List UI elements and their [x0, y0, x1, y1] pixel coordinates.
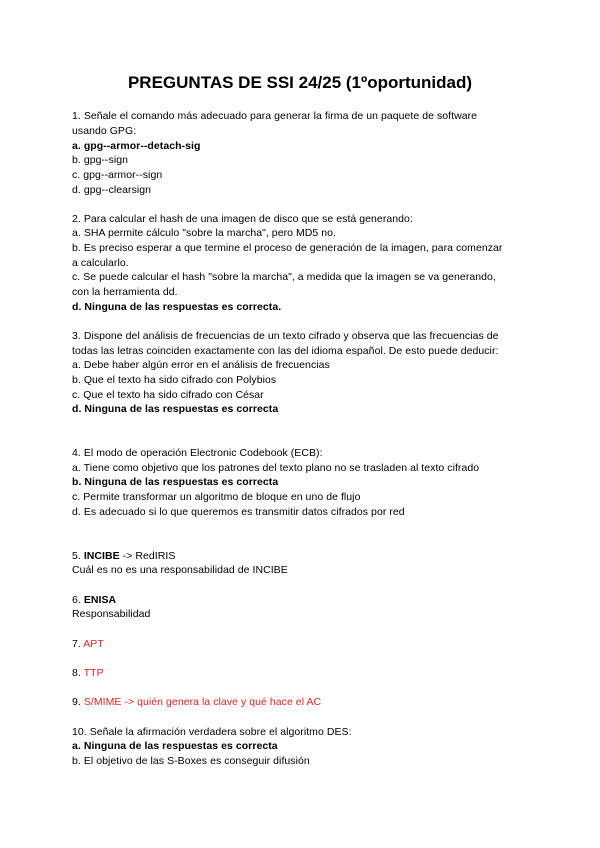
q3-option-a: a. Debe haber algún error en el análisis de frecuencias: [72, 359, 330, 371]
q1-option-a: a. gpg--armor--detach-sig: [72, 140, 201, 152]
q1-option-d: d. gpg--clearsign: [72, 184, 152, 196]
q6-number: 6.: [72, 594, 84, 606]
q2-option-c-line-2: con la herramienta dd.: [72, 286, 178, 298]
q2-option-c-line-1: c. Se puede calcular el hash "sobre la marcha", a medida que la imagen se va generando,: [72, 271, 496, 283]
q5-note: Cuál es no es una responsabilidad de INCIBE: [72, 564, 288, 576]
q3-stem-line-2: todas las letras coinciden exactamente con las del idioma español. De esto puede deducir:: [72, 345, 499, 357]
q5-number: 5.: [72, 550, 84, 562]
q8-number: 8.: [72, 667, 84, 679]
q1-stem-line-2: usando GPG:: [72, 125, 137, 137]
q5-topic: INCIBE: [83, 550, 120, 562]
q7-topic: APT: [83, 638, 104, 650]
q5-rest: -> RedIRIS: [119, 550, 176, 562]
q2-option-a: a. SHA permite cálculo "sobre la marcha", pero MD5 no.: [72, 227, 337, 239]
q10-option-a: a. Ninguna de las respuestas es correcta: [72, 740, 278, 752]
q7-heading: [72, 637, 542, 652]
q9-heading: [72, 695, 542, 710]
q2-option-b-line-1: b. Es preciso esperar a que termine el proceso de generación de la imagen, para comenzar: [72, 242, 503, 254]
q8-topic: TTP: [83, 667, 104, 679]
q3-option-b: b. Que el texto ha sido cifrado con Polybios: [72, 374, 277, 386]
q8-heading: [72, 666, 542, 681]
q4-option-b: b. Ninguna de las respuestas es correcta: [72, 476, 279, 488]
q6-heading: [72, 593, 542, 608]
q1-option-b: b. gpg--sign: [72, 154, 129, 166]
q3-stem-line-1: 3. Dispone del análisis de frecuencias de un texto cifrado y observa que las frecuencias de: [72, 330, 499, 342]
q5-heading: [72, 549, 542, 564]
q9-topic: S/MIME -> quién genera la clave y qué hace el AC: [83, 696, 322, 708]
q2-option-d: d. Ninguna de las respuestas es correcta.: [72, 301, 282, 313]
q1-option-c: c. gpg--armor--sign: [72, 169, 163, 181]
q2-stem: 2. Para calcular el hash de una imagen de disco que se está generando:: [72, 213, 413, 225]
q9-number: 9.: [72, 696, 84, 708]
q2-option-b-line-2: a calcularlo.: [72, 257, 129, 269]
q10-stem: 10. Señale la afirmación verdadera sobre el algoritmo DES:: [72, 726, 352, 738]
q6-note: Responsabilidad: [72, 608, 151, 620]
q4-option-c: c. Permite transformar un algoritmo de bloque en uno de flujo: [72, 491, 361, 503]
q4-stem: 4. El modo de operación Electronic Codebook (ECB):: [72, 447, 323, 459]
q6-topic: ENISA: [83, 594, 117, 606]
q4-option-a: a. Tiene como objetivo que los patrones del texto plano no se trasladen al texto cifrado: [72, 462, 480, 474]
page-title: PREGUNTAS DE SSI 24/25 (1ºoportunidad): [127, 73, 473, 92]
q1-stem-line-1: 1. Señale el comando más adecuado para generar la firma de un paquete de software: [72, 110, 478, 122]
q3-option-d: d. Ninguna de las respuestas es correcta: [72, 403, 279, 415]
q3-option-c: c. Que el texto ha sido cifrado con César: [72, 389, 264, 401]
q7-number: 7.: [72, 638, 84, 650]
q4-option-d: d. Es adecuado si lo que queremos es transmitir datos cifrados por red: [72, 506, 405, 518]
q10-option-b: b. El objetivo de las S-Boxes es conseguir difusión: [72, 755, 310, 767]
